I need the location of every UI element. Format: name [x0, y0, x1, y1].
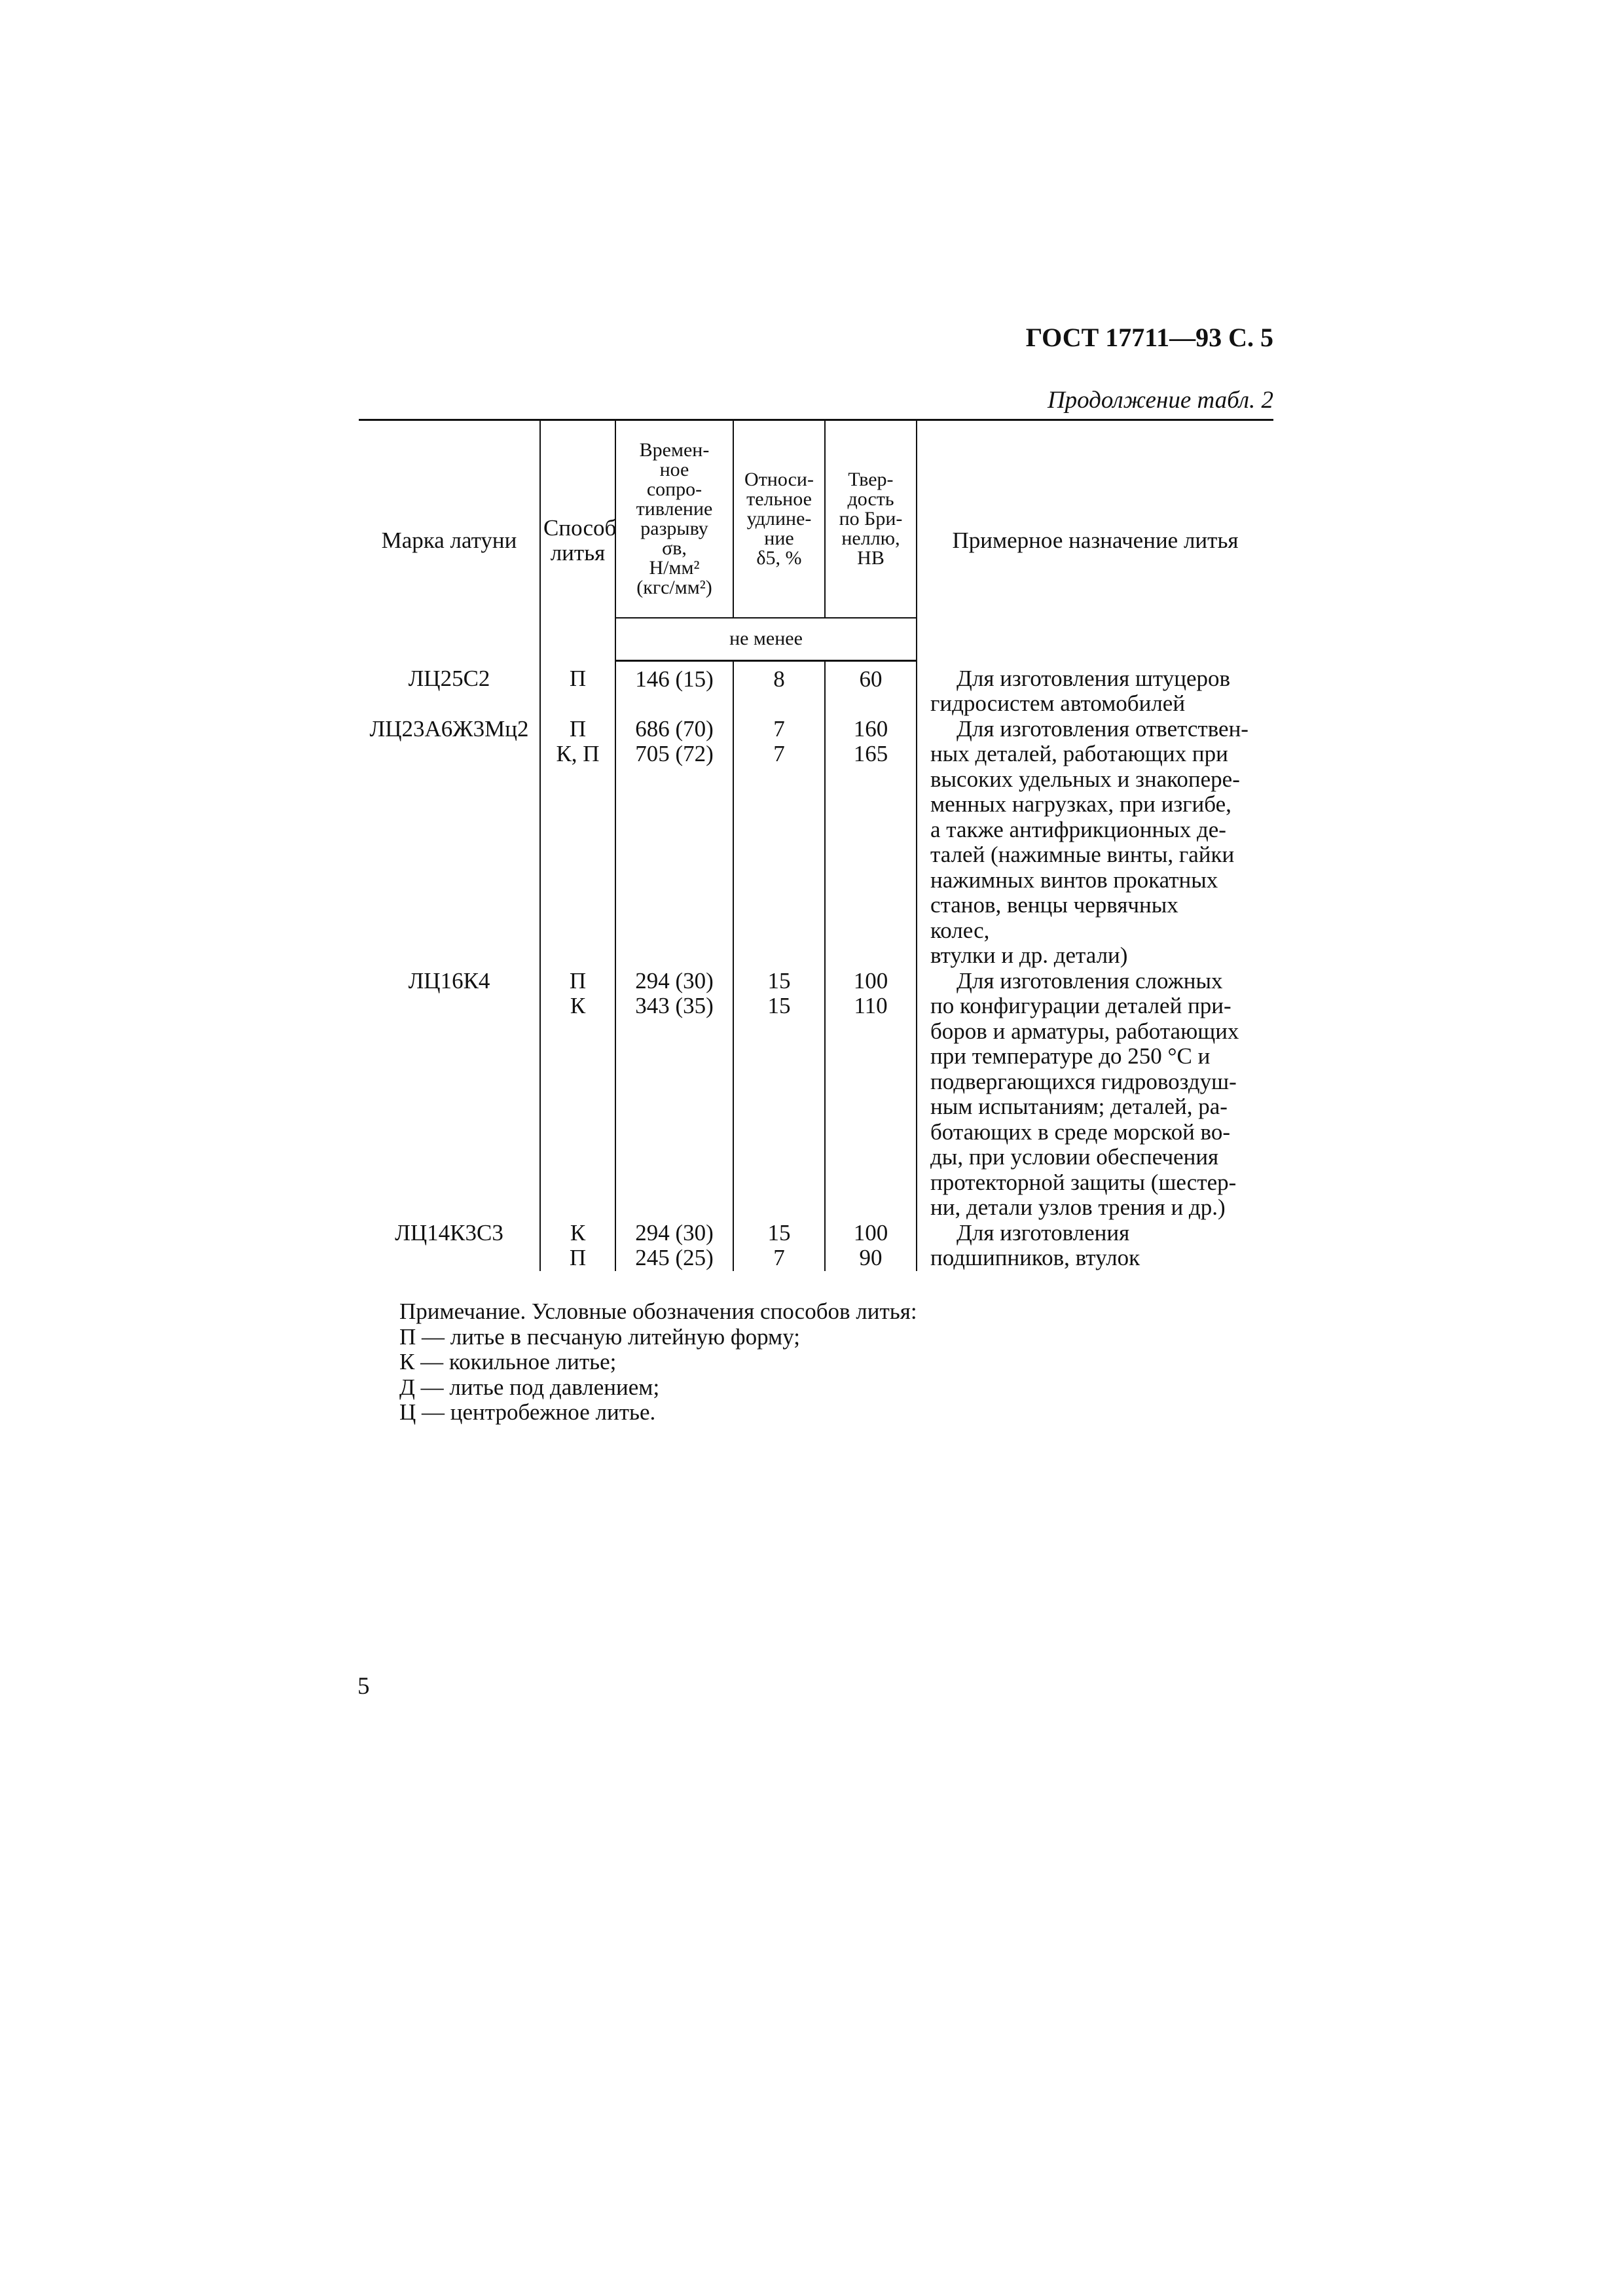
- elongation-cell: 7 7: [733, 717, 825, 969]
- hardness-cell: 60: [825, 661, 917, 717]
- purpose-cell: Для изготовления сложных по конфигурации деталей при- боров и арматуры, работающих при температуре до 250 °С и подвергающихся гидровоздуш- ным испытаниям; деталей, ра- ботающих в среде морской во- ды, при условии обеспечения протекторной защиты (шестер- ни, детали узлов трения и др.): [930, 967, 1239, 1220]
- strength-cell: 686 (70) 705 (72): [615, 717, 733, 969]
- hardness-cell: 100 90: [825, 1221, 917, 1271]
- strength-cell: 294 (30) 343 (35): [615, 969, 733, 1221]
- col-header-tensile-strength: Времен- ное сопро- тивление разрыву σв, Н/мм² (кгс/мм²): [615, 420, 733, 618]
- method-cell: П К, П: [540, 717, 615, 969]
- elongation-cell: 8: [733, 661, 825, 717]
- strength-cell: 146 (15): [615, 661, 733, 717]
- strength-cell: 294 (30) 245 (25): [615, 1221, 733, 1271]
- method-cell: К П: [540, 1221, 615, 1271]
- grade-cell: ЛЦ14К3С3: [359, 1221, 540, 1271]
- hardness-cell: 100 110: [825, 969, 917, 1221]
- grade-cell: ЛЦ16К4: [359, 969, 540, 1221]
- table-caption: Продолжение табл. 2: [1047, 387, 1273, 414]
- table-row: [359, 661, 1273, 717]
- min-values-label: не менее: [615, 618, 917, 661]
- col-header-casting-method: Способ литья: [540, 420, 615, 661]
- grade-cell: ЛЦ23А6Ж3Мц2: [359, 717, 540, 969]
- note-title: Примечание. Условные обозначения способов литья:: [399, 1299, 917, 1324]
- method-cell: П: [540, 661, 615, 717]
- grade-cell: ЛЦ25С2: [359, 661, 540, 717]
- brass-casting-table: [359, 419, 1273, 1271]
- elongation-cell: 15 15: [733, 969, 825, 1221]
- table-row: [359, 1221, 1273, 1271]
- table-note: [399, 1299, 1250, 1426]
- note-item: П — литье в песчаную литейную форму;: [399, 1323, 800, 1350]
- table-row: [359, 717, 1273, 969]
- col-header-purpose: Примерное назначение литья: [917, 420, 1273, 661]
- elongation-cell: 15 7: [733, 1221, 825, 1271]
- hardness-cell: 160 165: [825, 717, 917, 969]
- note-item: Д — литье под давлением;: [399, 1374, 660, 1400]
- page-number: 5: [357, 1673, 370, 1700]
- purpose-cell: Для изготовления подшипников, втулок: [930, 1219, 1140, 1270]
- note-item: К — кокильное литье;: [399, 1349, 617, 1374]
- col-header-elongation: Относи- тельное удлине- ние δ5, %: [733, 420, 825, 618]
- document-header: ГОСТ 17711—93 С. 5: [1025, 323, 1273, 352]
- purpose-cell: Для изготовления ответствен- ных деталей, работающих при высоких удельных и знакопере- менных нагрузках, при изгибе, а также антифрикционных де- талей (нажимные винты, гайки нажимных винтов прокатных станов, венцы червячных колес, втулки и др. детали): [930, 715, 1249, 968]
- note-item: Ц — центробежное литье.: [399, 1399, 656, 1425]
- method-cell: П К: [540, 969, 615, 1221]
- col-header-hardness: Твер- дость по Бри- неллю, НВ: [825, 420, 917, 618]
- col-header-grade: Марка латуни: [359, 420, 540, 661]
- table-row: [359, 969, 1273, 1221]
- purpose-cell: Для изготовления штуцеров гидросистем автомобилей: [930, 665, 1231, 716]
